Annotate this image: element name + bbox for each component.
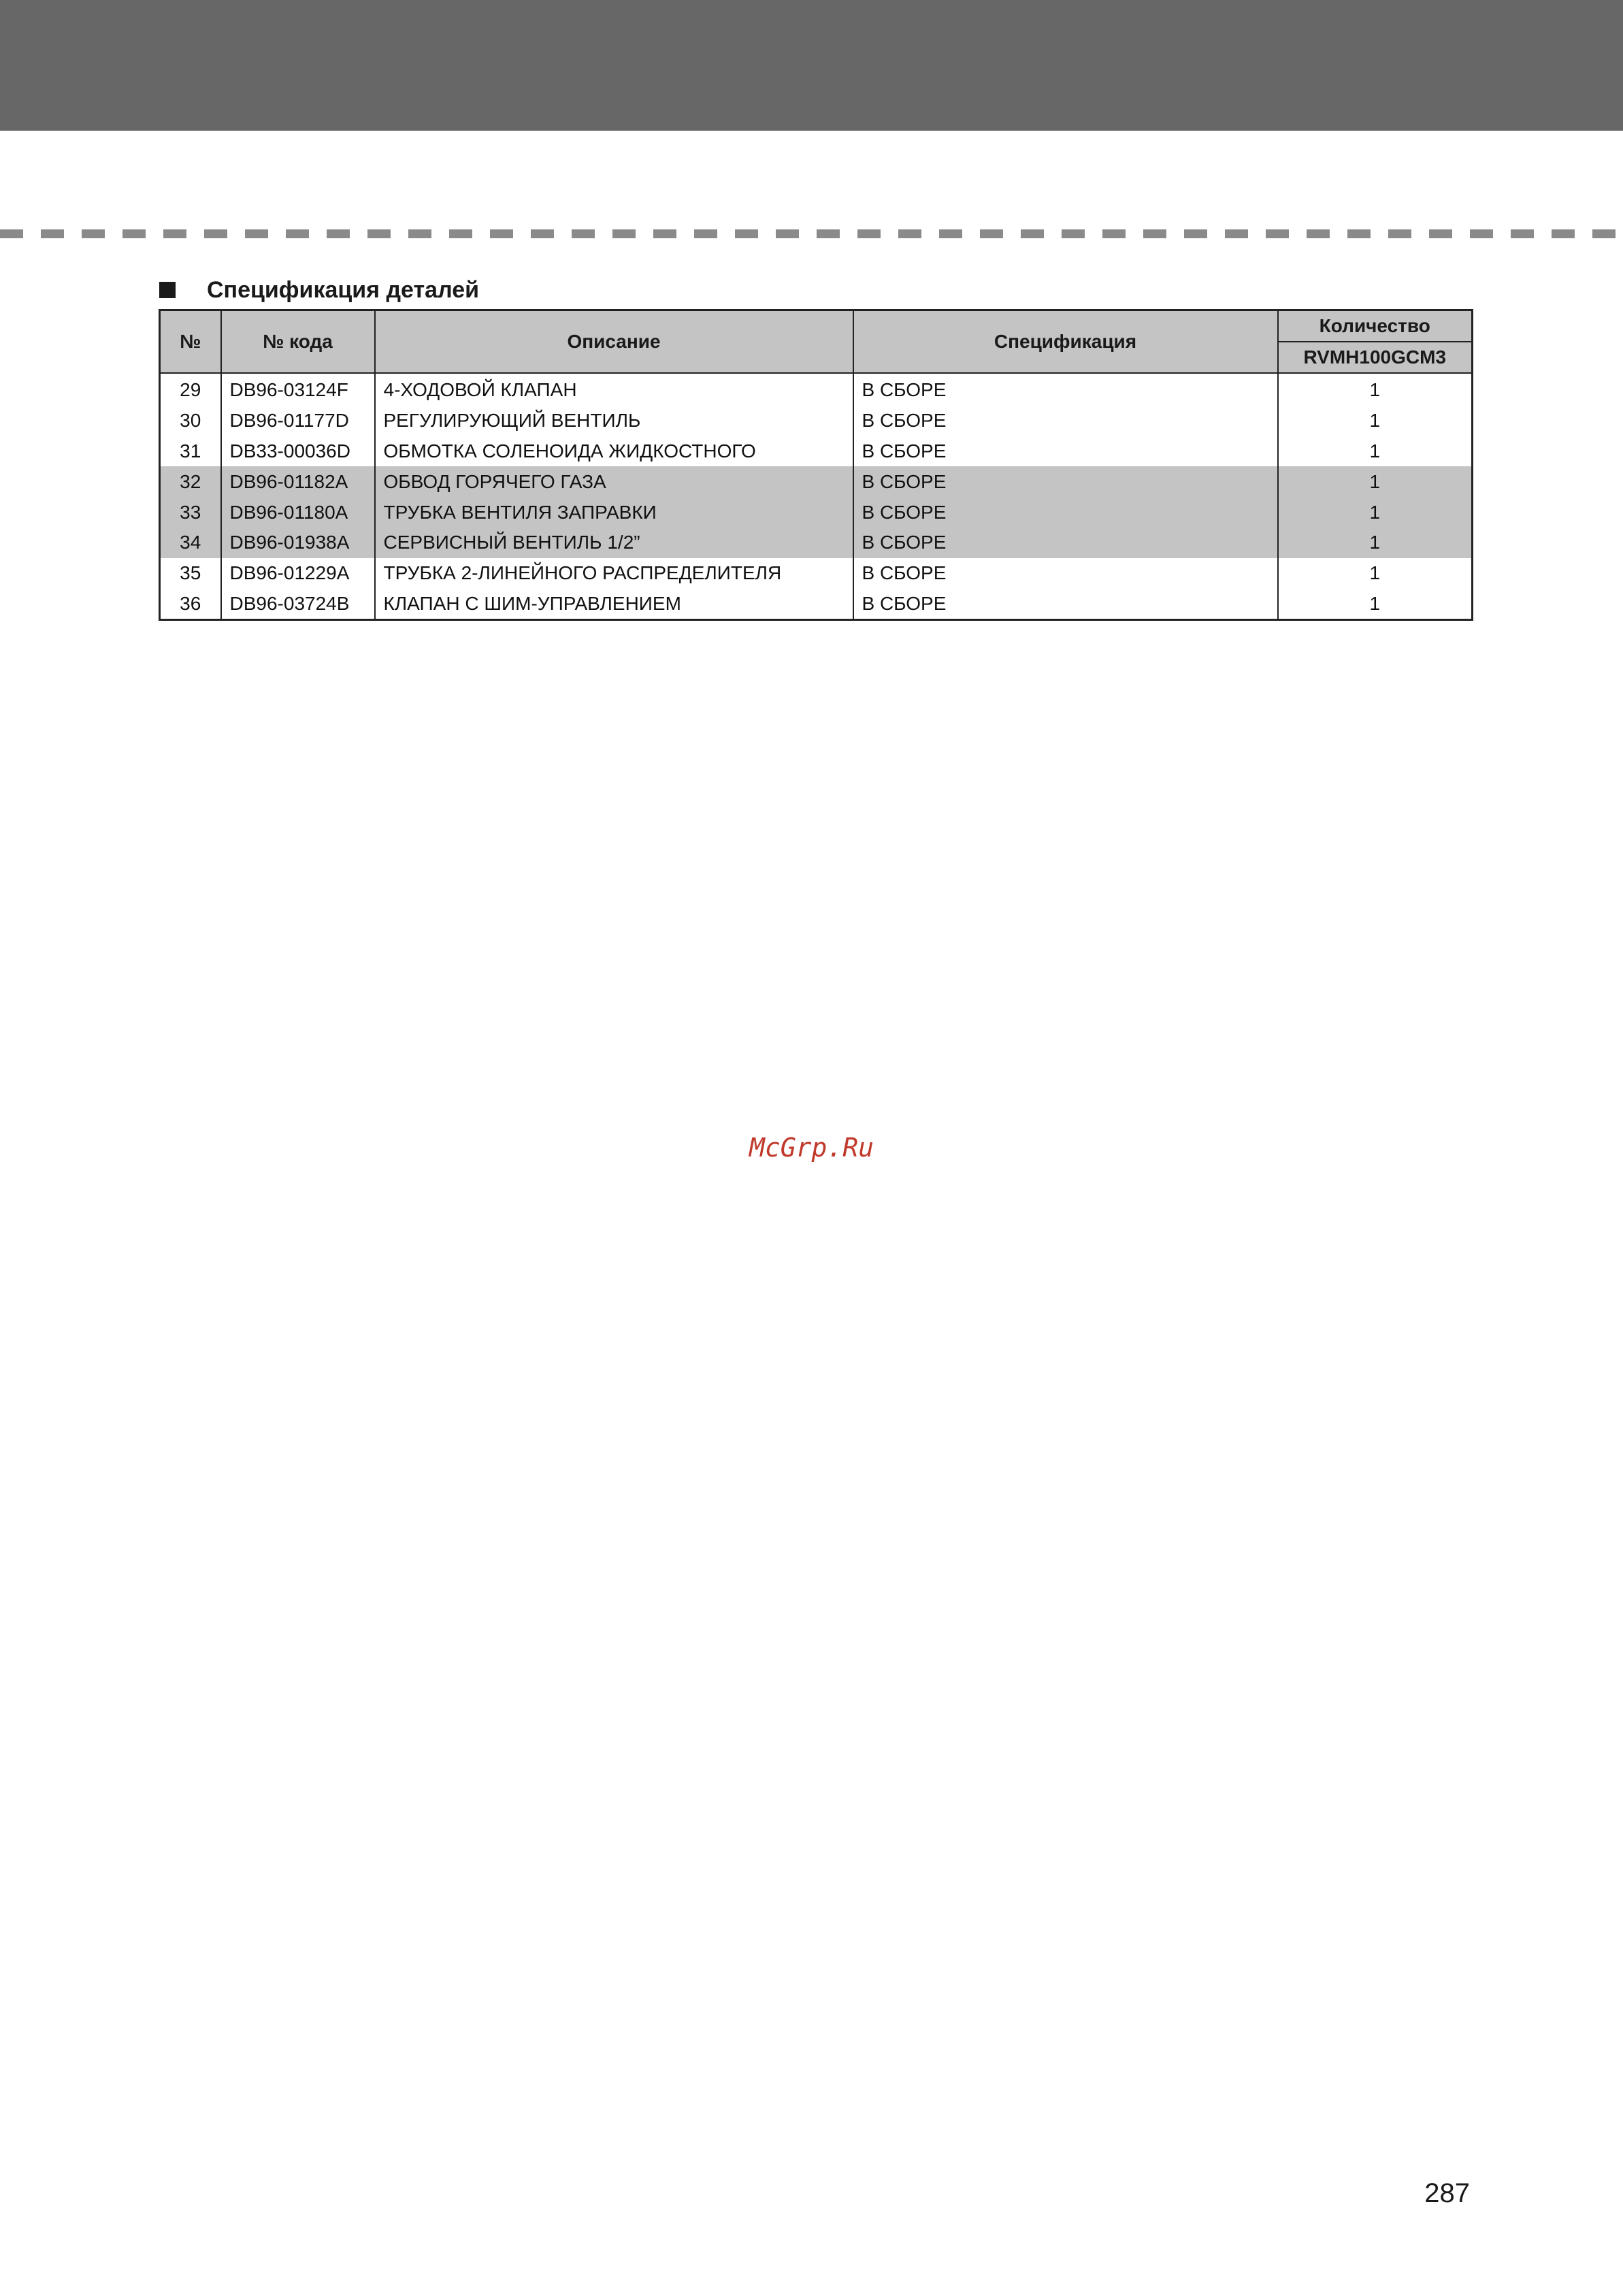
cell-description: РЕГУЛИРУЮЩИЙ ВЕНТИЛЬ bbox=[375, 406, 853, 436]
cell-code: DB96-01182A bbox=[221, 466, 375, 497]
cell-quantity: 1 bbox=[1278, 373, 1473, 406]
cell-number: 34 bbox=[160, 528, 221, 558]
cell-specification: В СБОРЕ bbox=[853, 497, 1278, 528]
cell-quantity: 1 bbox=[1278, 436, 1473, 467]
cell-quantity: 1 bbox=[1278, 497, 1473, 528]
cell-description: ТРУБКА ВЕНТИЛЯ ЗАПРАВКИ bbox=[375, 497, 853, 528]
dashed-separator bbox=[0, 229, 1623, 238]
page-number: 287 bbox=[1424, 2178, 1470, 2208]
cell-description: СЕРВИСНЫЙ ВЕНТИЛЬ 1/2” bbox=[375, 528, 853, 558]
section-heading bbox=[159, 271, 479, 309]
cell-specification: В СБОРЕ bbox=[853, 373, 1278, 406]
cell-number: 33 bbox=[160, 497, 221, 528]
cell-specification: В СБОРЕ bbox=[853, 528, 1278, 558]
table-row bbox=[160, 589, 1473, 620]
table-row bbox=[160, 436, 1473, 467]
cell-code: DB96-01229A bbox=[221, 558, 375, 589]
cell-description: 4-ХОДОВОЙ КЛАПАН bbox=[375, 373, 853, 406]
cell-specification: В СБОРЕ bbox=[853, 466, 1278, 497]
cell-code: DB33-00036D bbox=[221, 436, 375, 467]
cell-specification: В СБОРЕ bbox=[853, 589, 1278, 620]
section-title-text: Спецификация деталей bbox=[207, 276, 480, 303]
watermark: McGrp.Ru bbox=[749, 1133, 874, 1163]
header-code: № кода bbox=[221, 310, 375, 374]
cell-specification: В СБОРЕ bbox=[853, 436, 1278, 467]
header-specification: Спецификация bbox=[853, 310, 1278, 374]
cell-code: DB96-01177D bbox=[221, 406, 375, 436]
header-quantity: Количество bbox=[1278, 310, 1473, 342]
square-bullet-icon bbox=[159, 282, 176, 298]
cell-code: DB96-01180A bbox=[221, 497, 375, 528]
table-row bbox=[160, 466, 1473, 497]
cell-specification: В СБОРЕ bbox=[853, 406, 1278, 436]
table-row bbox=[160, 406, 1473, 436]
parts-specification-table bbox=[159, 309, 1473, 621]
table-row bbox=[160, 373, 1473, 406]
cell-description: ОБМОТКА СОЛЕНОИДА ЖИДКОСТНОГО bbox=[375, 436, 853, 467]
cell-number: 36 bbox=[160, 589, 221, 620]
cell-quantity: 1 bbox=[1278, 589, 1473, 620]
cell-description: ОБВОД ГОРЯЧЕГО ГАЗА bbox=[375, 466, 853, 497]
cell-quantity: 1 bbox=[1278, 406, 1473, 436]
page-header-band bbox=[0, 0, 1623, 131]
cell-number: 29 bbox=[160, 373, 221, 406]
header-description: Описание bbox=[375, 310, 853, 374]
cell-quantity: 1 bbox=[1278, 528, 1473, 558]
cell-code: DB96-03724B bbox=[221, 589, 375, 620]
cell-code: DB96-01938A bbox=[221, 528, 375, 558]
cell-description: КЛАПАН С ШИМ-УПРАВЛЕНИЕМ bbox=[375, 589, 853, 620]
cell-specification: В СБОРЕ bbox=[853, 558, 1278, 589]
header-number: № bbox=[160, 310, 221, 374]
cell-number: 32 bbox=[160, 466, 221, 497]
cell-description: ТРУБКА 2-ЛИНЕЙНОГО РАСПРЕДЕЛИТЕЛЯ bbox=[375, 558, 853, 589]
cell-quantity: 1 bbox=[1278, 466, 1473, 497]
cell-number: 35 bbox=[160, 558, 221, 589]
cell-number: 31 bbox=[160, 436, 221, 467]
cell-quantity: 1 bbox=[1278, 558, 1473, 589]
cell-code: DB96-03124F bbox=[221, 373, 375, 406]
cell-number: 30 bbox=[160, 406, 221, 436]
table-row bbox=[160, 528, 1473, 558]
table-row bbox=[160, 497, 1473, 528]
table-row bbox=[160, 558, 1473, 589]
header-model: RVMH100GCM3 bbox=[1278, 342, 1473, 373]
